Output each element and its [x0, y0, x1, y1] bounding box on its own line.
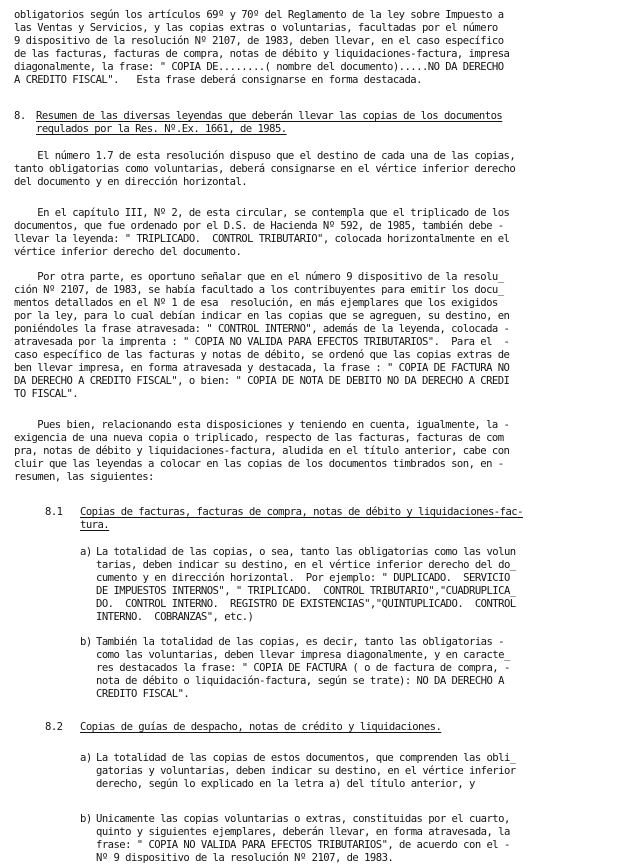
text-line: frase: " COPIA NO VALIDA PARA EFECTOS TRIBUTARIOS", de acuerdo con el -	[96, 839, 510, 851]
text-line: En el capítulo III, Nº 2, de esta circular, se contempla que el triplicado de los	[14, 207, 510, 219]
text-line: También la totalidad de las copias, es decir, tanto las obligatorias -	[96, 636, 504, 648]
list-marker: a)	[80, 752, 92, 764]
text-line: obligatorios según los artículos 69º y 70º del Reglamento de la ley sobre Impuesto a	[14, 9, 504, 21]
text-line: El número 1.7 de esta resolución dispuso que el destino de cada una de las copias,	[14, 150, 516, 162]
text-line: mentos detallados en el Nº 1 de esa resolución, en más ejemplares que los exigidos	[14, 297, 498, 309]
text-line: exigencia de una nueva copia o triplicado, respecto de las facturas, facturas de com	[14, 432, 504, 444]
list-marker: b)	[80, 636, 92, 648]
text-line: tarias, deben indicar su destino, en el vértice inferior derecho del do_	[96, 559, 516, 571]
subsection-number: 8.2	[45, 721, 63, 733]
text-line: La totalidad de las copias de estos documentos, que comprenden las obli_	[96, 752, 516, 764]
text-line: Nº 9 dispositivo de la resolución Nº 2107, de 1983.	[96, 852, 394, 864]
list-marker: b)	[80, 813, 92, 825]
text-line: DO. CONTROL INTERNO. REGISTRO DE EXISTENCIAS","QUINTUPLICADO. CONTROL	[96, 598, 516, 610]
section-title-line: Resumen de las diversas leyendas que deberán llevar las copias de los documentos	[36, 110, 503, 122]
text-line: cluir que las leyendas a colocar en las copias de los documentos timbrados son, en -	[14, 458, 504, 470]
text-line: caso específico de las facturas y notas de débito, se ordenó que las copias extras de	[14, 349, 510, 361]
subsection-title: Copias de guías de despacho, notas de crédito y liquidaciones.	[80, 721, 442, 733]
text-line: las Ventas y Servicios, y las copias extras o voluntarias, facultadas por el número	[14, 22, 498, 34]
text-line: ben llevar impresa, en forma atravesada y destacada, la frase : " COPIA DE FACTURA NO	[14, 362, 510, 374]
text-line: CREDITO FISCAL".	[96, 688, 190, 700]
subsection-title-line: Copias de facturas, facturas de compra, notas de débito y liquidaciones-fac-	[80, 506, 523, 518]
text-line: documentos, que fue ordenado por el D.S. de Hacienda Nº 592, de 1985, también debe -	[14, 220, 504, 232]
text-line: como las voluntarias, deben llevar impresa diagonalmente, y en caracte_	[96, 649, 510, 661]
text-line: tanto obligatorias como voluntarias, deberá consignarse en el vértice inferior derecho	[14, 163, 516, 175]
text-line: diagonalmente, la frase: " COPIA DE........( nombre del documento).....NO DA DERECHO	[14, 61, 504, 73]
list-marker: a)	[80, 546, 92, 558]
text-line: INTERNO. COBRANZAS", etc.)	[96, 611, 254, 623]
text-line: por la ley, para lo cual debían indicar en las copias que se agreguen, su destino, en	[14, 310, 510, 322]
text-line: resumen, las siguientes:	[14, 471, 154, 483]
text-line: cumento y en dirección horizontal. Por ejemplo: " DUPLICADO. SERVICIO	[96, 572, 510, 584]
subsection-number: 8.1	[45, 506, 63, 518]
text-line: poniéndoles la frase atravesada: " CONTROL INTERNO", además de la leyenda, colocada -	[14, 323, 510, 335]
text-line: vértice inferior derecho del documento.	[14, 246, 242, 258]
text-line: res destacados la frase: " COPIA DE FACTURA ( o de factura de compra, -	[96, 662, 510, 674]
text-line: TO FISCAL".	[14, 388, 79, 400]
text-line: DA DERECHO A CREDITO FISCAL", o bien: " COPIA DE NOTA DE DEBITO NO DA DERECHO A CREDI	[14, 375, 510, 387]
text-line: del documento y en dirección horizontal.	[14, 176, 248, 188]
text-line: Por otra parte, es oportuno señalar que en el número 9 dispositivo de la resolu_	[14, 271, 504, 283]
text-line: A CREDITO FISCAL". Esta frase deberá consignarse en forma destacada.	[14, 74, 422, 86]
text-line: quinto y siguientes ejemplares, deberán llevar, en forma atravesada, la	[96, 826, 510, 838]
text-line: gatorias y voluntarias, deben indicar su destino, en el vértice inferior	[96, 765, 516, 777]
text-line: Unicamente las copias voluntarias o extras, constituidas por el cuarto,	[96, 813, 510, 825]
subsection-title-line: tura.	[80, 519, 110, 531]
text-line: DE IMPUESTOS INTERNOS", " TRIPLICADO. CONTROL TRIBUTARIO","CUADRUPLICA_	[96, 585, 516, 597]
text-line: La totalidad de las copias, o sea, tanto las obligatorias como las volun	[96, 546, 516, 558]
text-line: pra, notas de débito y liquidaciones-factura, aludida en el título anterior, cabe con	[14, 445, 510, 457]
text-line: 9 dispositivo de la resolución Nº 2107, de 1983, deben llevar, en el caso específico	[14, 35, 504, 47]
text-line: ción Nº 2107, de 1983, se había facultado a los contribuyentes para emitir los docu_	[14, 284, 504, 296]
section-title-line: requlados por la Res. Nº.Ex. 1661, de 1985.	[36, 123, 287, 135]
text-line: Pues bien, relacionando esta disposiciones y teniendo en cuenta, igualmente, la -	[14, 419, 510, 431]
text-line: llevar la leyenda: " TRIPLICADO. CONTROL TRIBUTARIO", colocada horizontalmente en el	[14, 233, 510, 245]
text-line: derecho, según lo explicado en la letra a) del título anterior, y	[96, 778, 475, 790]
text-line: de las facturas, facturas de compra, notas de débito y liquidaciones-factura, impresa	[14, 48, 510, 60]
text-line: nota de débito o liquidación-factura, según se trate): NO DA DERECHO A	[96, 675, 504, 687]
section-number: 8.	[14, 110, 26, 122]
text-line: atravesada por la imprenta : " COPIA NO VALIDA PARA EFECTOS TRIBUTARIOS". Para el -	[14, 336, 510, 348]
